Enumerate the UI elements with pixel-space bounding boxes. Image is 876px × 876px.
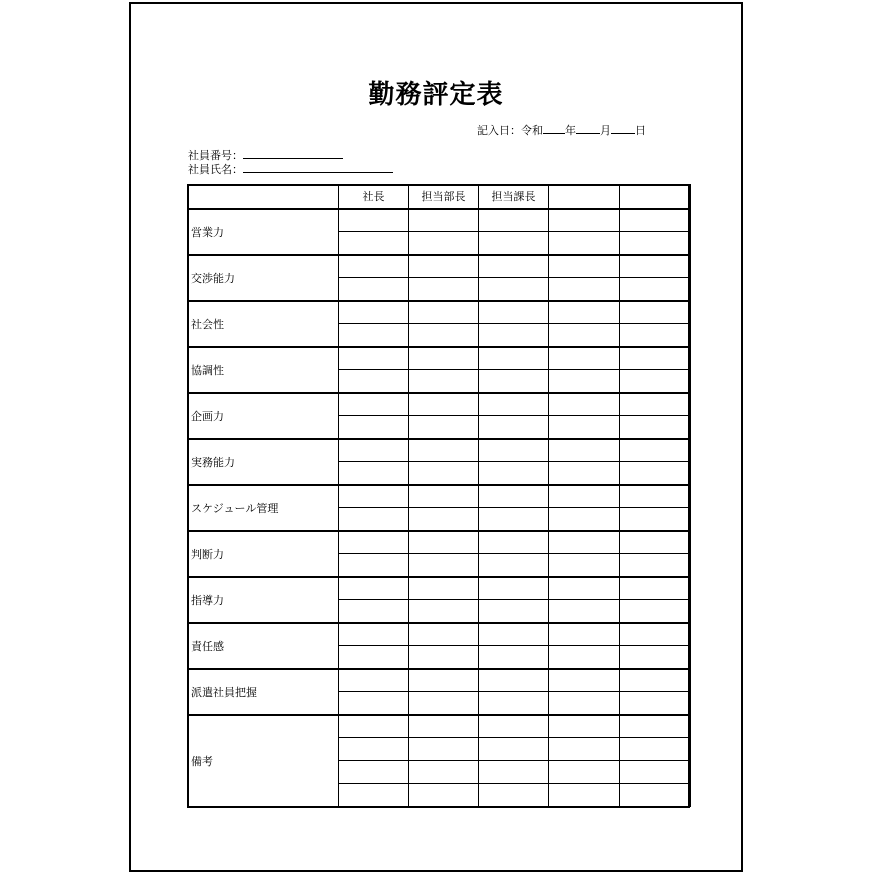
score-cell[interactable] <box>339 623 409 646</box>
score-cell[interactable] <box>339 301 409 324</box>
score-cell[interactable] <box>409 531 479 554</box>
header-row <box>188 185 691 209</box>
criterion-label: 営業力 <box>188 209 339 255</box>
score-cell[interactable] <box>549 554 620 577</box>
header-cell[interactable] <box>549 185 620 209</box>
score-cell[interactable] <box>409 554 479 577</box>
score-cell[interactable] <box>479 301 549 324</box>
criterion-label: 社会性 <box>188 301 339 347</box>
employee-name-label: 社員氏名： <box>188 163 243 176</box>
score-cell[interactable] <box>479 232 549 255</box>
header-cell[interactable]: 社長 <box>339 185 409 209</box>
score-cell[interactable] <box>620 531 691 554</box>
date-month-label: 月 <box>600 124 611 137</box>
score-cell[interactable] <box>409 485 479 508</box>
score-cell[interactable] <box>479 554 549 577</box>
evaluation-row <box>188 485 691 508</box>
score-cell[interactable] <box>549 692 620 715</box>
header-cell[interactable]: 担当課長 <box>479 185 549 209</box>
score-cell[interactable] <box>479 255 549 278</box>
score-cell[interactable] <box>479 485 549 508</box>
score-cell[interactable] <box>409 439 479 462</box>
score-cell[interactable] <box>409 577 479 600</box>
score-cell[interactable] <box>479 646 549 669</box>
score-cell[interactable] <box>409 646 479 669</box>
score-cell[interactable] <box>409 600 479 623</box>
score-cell[interactable] <box>339 462 409 485</box>
score-cell[interactable] <box>549 278 620 301</box>
header-corner-cell <box>188 185 339 209</box>
score-cell[interactable] <box>409 462 479 485</box>
score-cell[interactable] <box>549 209 620 232</box>
day-blank[interactable] <box>611 122 635 134</box>
score-cell[interactable] <box>620 416 691 439</box>
score-cell[interactable] <box>479 508 549 531</box>
score-cell[interactable] <box>409 623 479 646</box>
score-cell[interactable] <box>620 715 691 738</box>
score-cell[interactable] <box>620 485 691 508</box>
year-blank[interactable] <box>543 122 565 134</box>
score-cell[interactable] <box>620 370 691 393</box>
score-cell[interactable] <box>549 531 620 554</box>
score-cell[interactable] <box>339 485 409 508</box>
score-cell[interactable] <box>549 600 620 623</box>
score-cell[interactable] <box>620 301 691 324</box>
criterion-label: 指導力 <box>188 577 339 623</box>
score-cell[interactable] <box>479 370 549 393</box>
evaluation-sheet <box>129 2 743 872</box>
evaluation-row <box>188 715 691 738</box>
score-cell[interactable] <box>409 692 479 715</box>
date-prefix: 記入日：令和 <box>477 124 543 137</box>
score-cell[interactable] <box>549 439 620 462</box>
evaluation-row <box>188 439 691 462</box>
score-cell[interactable] <box>409 301 479 324</box>
score-cell[interactable] <box>339 761 409 784</box>
score-cell[interactable] <box>549 232 620 255</box>
score-cell[interactable] <box>409 715 479 738</box>
score-cell[interactable] <box>549 347 620 370</box>
score-cell[interactable] <box>409 416 479 439</box>
header-cell[interactable]: 担当部長 <box>409 185 479 209</box>
score-cell[interactable] <box>339 784 409 807</box>
score-cell[interactable] <box>479 692 549 715</box>
score-cell[interactable] <box>479 531 549 554</box>
employee-number-label: 社員番号： <box>188 149 243 162</box>
score-cell[interactable] <box>479 324 549 347</box>
criterion-label: 協調性 <box>188 347 339 393</box>
score-cell[interactable] <box>549 738 620 761</box>
score-cell[interactable] <box>620 393 691 416</box>
score-cell[interactable] <box>479 278 549 301</box>
score-cell[interactable] <box>409 738 479 761</box>
score-cell[interactable] <box>479 416 549 439</box>
date-year-label: 年 <box>565 124 576 137</box>
score-cell[interactable] <box>620 554 691 577</box>
score-cell[interactable] <box>409 784 479 807</box>
score-cell[interactable] <box>339 439 409 462</box>
score-cell[interactable] <box>620 692 691 715</box>
criterion-label: 責任感 <box>188 623 339 669</box>
score-cell[interactable] <box>549 577 620 600</box>
criterion-label: 実務能力 <box>188 439 339 485</box>
entry-date-line <box>477 122 646 138</box>
criterion-label: 判断力 <box>188 531 339 577</box>
score-cell[interactable] <box>339 255 409 278</box>
score-cell[interactable] <box>549 393 620 416</box>
employee-name-field[interactable] <box>243 162 393 173</box>
score-cell[interactable] <box>549 669 620 692</box>
score-cell[interactable] <box>549 416 620 439</box>
score-cell[interactable] <box>479 738 549 761</box>
score-cell[interactable] <box>549 508 620 531</box>
score-cell[interactable] <box>339 370 409 393</box>
score-cell[interactable] <box>620 646 691 669</box>
evaluation-row <box>188 255 691 278</box>
score-cell[interactable] <box>620 462 691 485</box>
score-cell[interactable] <box>479 623 549 646</box>
score-cell[interactable] <box>479 393 549 416</box>
score-cell[interactable] <box>479 715 549 738</box>
document-title: 勤務評定表 <box>368 80 504 110</box>
score-cell[interactable] <box>549 784 620 807</box>
score-cell[interactable] <box>339 324 409 347</box>
score-cell[interactable] <box>549 715 620 738</box>
score-cell[interactable] <box>620 324 691 347</box>
score-cell[interactable] <box>549 301 620 324</box>
score-cell[interactable] <box>620 439 691 462</box>
score-cell[interactable] <box>620 232 691 255</box>
score-cell[interactable] <box>620 600 691 623</box>
score-cell[interactable] <box>479 439 549 462</box>
evaluation-table <box>187 184 691 807</box>
score-cell[interactable] <box>339 646 409 669</box>
score-cell[interactable] <box>409 209 479 232</box>
score-cell[interactable] <box>620 623 691 646</box>
score-cell[interactable] <box>620 347 691 370</box>
score-cell[interactable] <box>620 738 691 761</box>
score-cell[interactable] <box>549 370 620 393</box>
score-cell[interactable] <box>409 761 479 784</box>
score-cell[interactable] <box>339 531 409 554</box>
score-cell[interactable] <box>479 600 549 623</box>
evaluation-row <box>188 393 691 416</box>
score-cell[interactable] <box>549 255 620 278</box>
criterion-label: 交渉能力 <box>188 255 339 301</box>
score-cell[interactable] <box>620 508 691 531</box>
score-cell[interactable] <box>339 508 409 531</box>
score-cell[interactable] <box>339 715 409 738</box>
score-cell[interactable] <box>339 600 409 623</box>
score-cell[interactable] <box>409 347 479 370</box>
score-cell[interactable] <box>409 324 479 347</box>
score-cell[interactable] <box>479 347 549 370</box>
score-cell[interactable] <box>339 554 409 577</box>
score-cell[interactable] <box>479 209 549 232</box>
header-cell[interactable] <box>620 185 691 209</box>
score-cell[interactable] <box>339 692 409 715</box>
month-blank[interactable] <box>576 122 600 134</box>
score-cell[interactable] <box>479 784 549 807</box>
score-cell[interactable] <box>620 577 691 600</box>
score-cell[interactable] <box>549 761 620 784</box>
score-cell[interactable] <box>409 508 479 531</box>
evaluation-row <box>188 669 691 692</box>
score-cell[interactable] <box>409 393 479 416</box>
score-cell[interactable] <box>339 577 409 600</box>
employee-name-row <box>188 161 393 177</box>
evaluation-row <box>188 347 691 370</box>
score-cell[interactable] <box>339 209 409 232</box>
score-cell[interactable] <box>549 623 620 646</box>
evaluation-row <box>188 301 691 324</box>
score-cell[interactable] <box>620 784 691 807</box>
evaluation-row <box>188 531 691 554</box>
score-cell[interactable] <box>409 255 479 278</box>
score-cell[interactable] <box>479 669 549 692</box>
criterion-label: 備考 <box>188 715 339 807</box>
score-cell[interactable] <box>409 370 479 393</box>
score-cell[interactable] <box>479 761 549 784</box>
score-cell[interactable] <box>549 485 620 508</box>
criterion-label: 企画力 <box>188 393 339 439</box>
score-cell[interactable] <box>479 462 549 485</box>
score-cell[interactable] <box>549 462 620 485</box>
score-cell[interactable] <box>339 278 409 301</box>
score-cell[interactable] <box>620 669 691 692</box>
score-cell[interactable] <box>339 393 409 416</box>
score-cell[interactable] <box>339 738 409 761</box>
score-cell[interactable] <box>620 761 691 784</box>
score-cell[interactable] <box>339 416 409 439</box>
score-cell[interactable] <box>549 646 620 669</box>
criterion-label: スケジュール管理 <box>188 485 339 531</box>
date-day-label: 日 <box>635 124 646 137</box>
evaluation-row <box>188 623 691 646</box>
score-cell[interactable] <box>409 669 479 692</box>
employee-number-field[interactable] <box>243 148 343 159</box>
criterion-label: 派遣社員把握 <box>188 669 339 715</box>
score-cell[interactable] <box>620 209 691 232</box>
score-cell[interactable] <box>549 324 620 347</box>
score-cell[interactable] <box>339 669 409 692</box>
score-cell[interactable] <box>620 255 691 278</box>
score-cell[interactable] <box>339 347 409 370</box>
score-cell[interactable] <box>409 232 479 255</box>
score-cell[interactable] <box>479 577 549 600</box>
score-cell[interactable] <box>620 278 691 301</box>
score-cell[interactable] <box>409 278 479 301</box>
evaluation-row <box>188 577 691 600</box>
score-cell[interactable] <box>339 232 409 255</box>
evaluation-row <box>188 209 691 232</box>
